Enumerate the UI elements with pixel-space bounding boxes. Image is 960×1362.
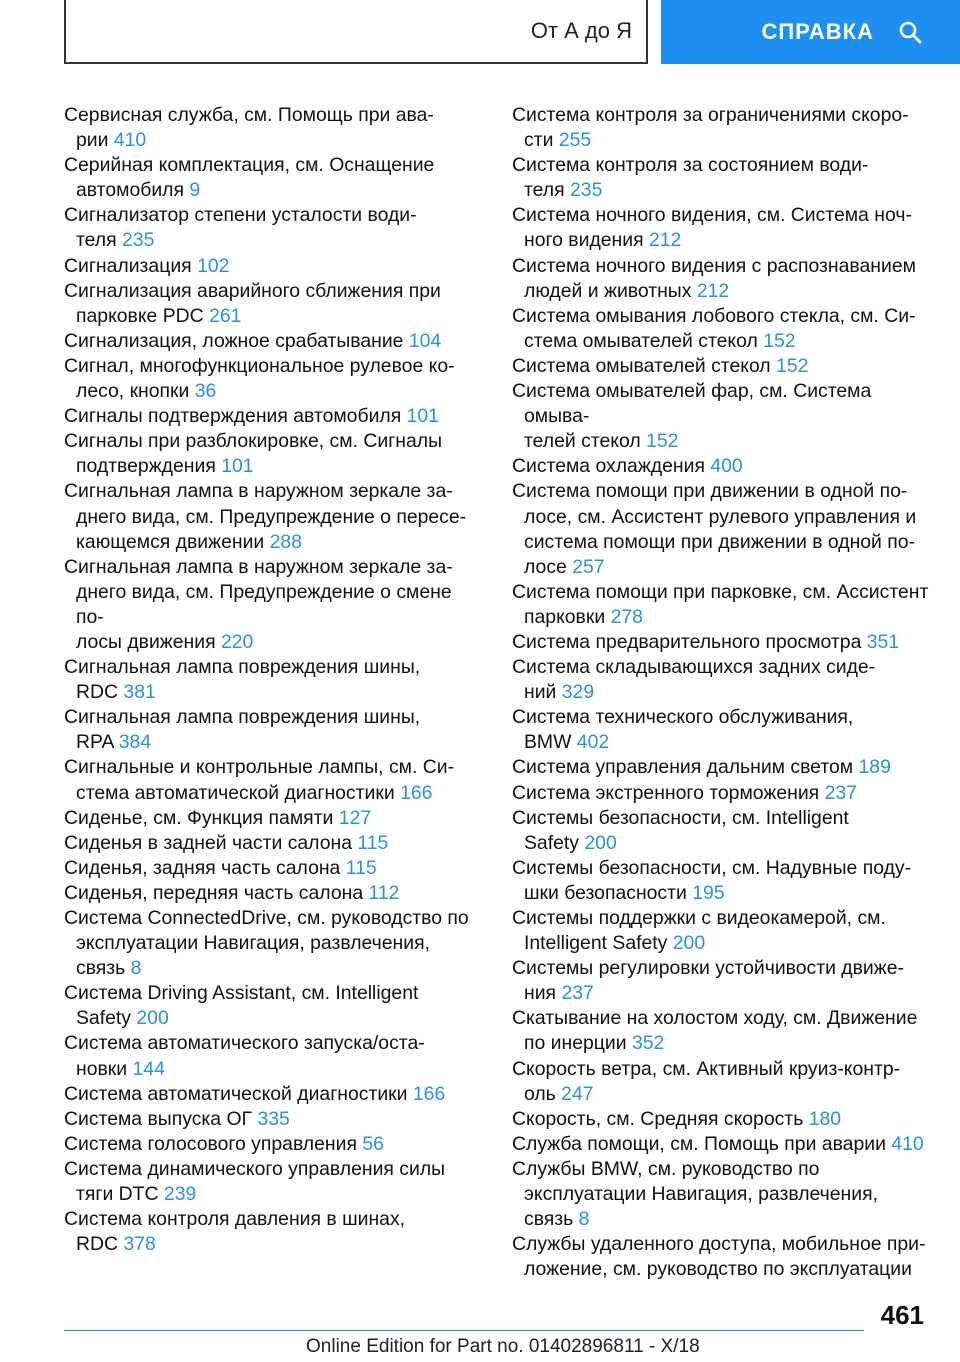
index-entry-text: новки (76, 1057, 128, 1080)
index-entry-text: Сиденья, передняя часть салона (64, 881, 364, 904)
index-entry-text: Сигнализация аварийного сближения при (64, 279, 441, 302)
page-link[interactable]: 261 (209, 304, 242, 327)
page-link[interactable]: 255 (558, 129, 592, 152)
index-entry (512, 1232, 942, 1282)
index-entry (64, 856, 484, 881)
index-entry-text: Сигнальная лампа повреждения шины, (64, 656, 421, 679)
index-entry-text: Система выпуска ОГ (64, 1107, 253, 1130)
index-entry (64, 279, 484, 329)
index-column-right (512, 103, 942, 1282)
page-link[interactable]: 180 (808, 1107, 842, 1130)
index-entry-text: Скорость ветра, см. Активный круиз-контр- (512, 1057, 901, 1080)
page-link[interactable]: 152 (776, 354, 809, 377)
page-link[interactable]: 378 (123, 1233, 156, 1256)
index-entry-text: теля (524, 179, 565, 202)
index-entry-text: лосе, см. Ассистент рулевого управления и (524, 505, 917, 528)
index-entry-text: шки безопасности (524, 881, 687, 904)
page-link[interactable]: 115 (345, 856, 377, 879)
page-link[interactable]: 235 (122, 229, 155, 252)
index-entry-text: Система помощи при движении в одной по- (512, 480, 908, 503)
search-icon[interactable] (898, 20, 922, 44)
index-entry-text: ний (524, 681, 557, 704)
index-entry (512, 254, 942, 304)
page-link[interactable]: 101 (221, 455, 254, 478)
index-entry (512, 354, 942, 379)
index-entry (64, 831, 484, 856)
index-entry (512, 906, 942, 956)
index-entry-text: Система динамического управления силы (64, 1157, 446, 1180)
index-entry-text: Система омывателей фар, см. Система омыва- (512, 380, 872, 428)
page-link[interactable]: 288 (269, 530, 302, 553)
page-link[interactable]: 166 (400, 781, 433, 804)
index-entry-text: Скорость, см. Средняя скорость (512, 1107, 804, 1130)
index-entry-text: Сигналы подтверждения автомобиля (64, 405, 402, 428)
page-link[interactable]: 278 (610, 605, 643, 628)
page-link[interactable]: 9 (189, 179, 201, 202)
index-entry-text: Сиденья в задней части салона (64, 831, 352, 854)
page-link[interactable]: 384 (118, 731, 152, 754)
index-entry (512, 304, 942, 354)
page-link[interactable]: 102 (197, 254, 230, 277)
index-entry-text: Система контроля за состоянием води- (512, 154, 869, 177)
page-link[interactable]: 212 (648, 229, 682, 252)
index-entry (64, 1207, 484, 1257)
index-entry (64, 354, 484, 404)
index-entry-text: Системы безопасности, см. Надувные поду- (512, 856, 912, 879)
page-link[interactable]: 200 (136, 1007, 169, 1030)
index-entry-text: эксплуатации Навигация, развлечения, (524, 1183, 878, 1206)
index-entry (512, 1157, 942, 1232)
index-entry (64, 981, 484, 1031)
page-link[interactable]: 237 (824, 781, 857, 804)
page-link[interactable]: 8 (578, 1208, 590, 1231)
index-entry (512, 479, 942, 579)
index-entry (64, 1157, 484, 1207)
index-entry-text: Службы BMW, см. руководство по (512, 1157, 820, 1180)
index-entry (64, 1132, 484, 1157)
index-entry-text: Системы поддержки с видеокамерой, см. (512, 907, 886, 929)
index-entry (64, 479, 484, 554)
index-entry-text: Safety (76, 1007, 131, 1030)
index-entry-text: Система охлаждения (512, 455, 705, 478)
index-entry-text: Сиденья, задняя часть салона (64, 856, 341, 879)
index-entry (64, 1031, 484, 1081)
index-entry-text: ния (524, 982, 557, 1005)
page-link[interactable]: 200 (672, 932, 706, 955)
index-entry-text: Сиденье, см. Функция памяти (64, 806, 334, 829)
page-link[interactable]: 200 (584, 831, 617, 854)
index-entry (64, 153, 484, 203)
index-entry (64, 906, 484, 981)
index-entry-text: Сигнализация, ложное срабатывание (64, 329, 404, 352)
index-entry-text: Система технического обслуживания, (512, 706, 854, 729)
page-link[interactable]: 235 (570, 179, 603, 202)
page-link[interactable]: 166 (412, 1082, 446, 1105)
page-link[interactable]: 195 (692, 881, 725, 904)
index-entry-text: Сигнальная лампа в наружном зеркале за- (64, 480, 453, 503)
index-entry-text: Сигнальные и контрольные лампы, см. Си- (64, 756, 455, 779)
footer-divider (64, 1330, 864, 1331)
index-entry-text: Сигнал, многофункциональное рулевое ко- (64, 354, 455, 377)
index-entry-text: Системы безопасности, см. Intelligent (512, 806, 849, 829)
index-entry-text: Сигнальная лампа в наружном зеркале за- (64, 555, 453, 578)
index-entry-text: рии (76, 129, 109, 152)
index-entry (512, 1132, 942, 1157)
index-entry-text: Система автоматического запуска/оста- (64, 1032, 425, 1055)
page-link[interactable]: 8 (130, 957, 142, 980)
index-entry (512, 103, 942, 153)
page-link[interactable]: 247 (561, 1082, 594, 1105)
index-entry-text: стема омывателей стекол (524, 329, 758, 352)
index-entry-text: Скатывание на холостом ходу, см. Движение (512, 1007, 918, 1030)
index-entry-text: эксплуатации Навигация, развлечения, (76, 932, 430, 955)
page-link[interactable]: 410 (113, 129, 147, 152)
index-entry-text: автомобиля (76, 179, 184, 202)
page-link[interactable]: 152 (646, 430, 679, 453)
index-entry-text: Система ночного видения, см. Система ноч- (512, 204, 912, 227)
page-link[interactable]: 104 (408, 329, 442, 352)
index-column-left (64, 103, 484, 1257)
index-entry-text: подтверждения (76, 455, 216, 478)
index-entry-text: парковке PDC (76, 304, 204, 327)
index-entry (512, 856, 942, 906)
index-entry-text: Система голосового управления (64, 1132, 357, 1155)
index-entry-text: лосы движения (76, 630, 216, 653)
index-entry-text: оль (524, 1082, 556, 1105)
index-entry-text: RPA (76, 731, 114, 754)
index-entry-text: сти (524, 129, 554, 152)
index-entry (64, 1107, 484, 1132)
index-entry (512, 630, 942, 655)
page-link[interactable]: 351 (866, 630, 900, 653)
index-entry-text: Система управления дальним светом (512, 756, 854, 779)
index-entry (64, 806, 484, 831)
index-entry-text: лосе (524, 555, 567, 578)
index-entry-text: Системы регулировки устойчивости движе- (512, 957, 904, 980)
index-entry-text: Система экстренного торможения (512, 781, 820, 804)
page-link[interactable]: 329 (561, 681, 595, 704)
index-entry-text: теля (76, 229, 117, 252)
index-entry-text: кающемся движении (76, 530, 265, 553)
index-entry-text: Система автоматической диагностики (64, 1082, 408, 1105)
index-entry-text: RDC (76, 681, 119, 704)
index-entry-text: тяги DTC (76, 1183, 159, 1206)
index-entry-text: Сигнальная лампа повреждения шины, (64, 706, 421, 729)
index-entry (64, 103, 484, 153)
index-entry-text: днего вида, см. Предупреждение о смене по- (76, 580, 452, 628)
index-entry (64, 254, 484, 279)
index-entry-text: связь (524, 1208, 574, 1231)
index-entry-text: Система помощи при парковке, см. Ассистент (512, 580, 929, 603)
index-entry (512, 454, 942, 479)
index-entry (512, 705, 942, 755)
page-link[interactable]: 381 (123, 681, 156, 704)
page-link[interactable]: 335 (257, 1107, 290, 1130)
index-entry-text: Сигнализатор степени усталости води- (64, 204, 417, 227)
page-link[interactable]: 189 (858, 756, 891, 779)
index-entry (64, 755, 484, 805)
index-entry (512, 580, 942, 630)
tab-help-label: СПРАВКА (761, 19, 874, 44)
page-link[interactable]: 152 (763, 329, 796, 352)
index-entry (512, 203, 942, 253)
index-entry (512, 379, 942, 454)
index-entry (64, 1082, 484, 1107)
index-entry-text: Система контроля за ограничениями скоро- (512, 104, 909, 126)
page-number: 461 (880, 1300, 924, 1330)
index-entry-text: связь (76, 957, 126, 980)
tab-a-to-z-label: От А до Я (530, 18, 632, 43)
index-entry-text: парковки (524, 605, 606, 628)
page-link[interactable]: 237 (561, 982, 594, 1005)
index-entry (512, 1107, 942, 1132)
index-entry-text: лесо, кнопки (76, 380, 190, 403)
index-entry-text: Система омывателей стекол (512, 354, 771, 377)
header (0, 0, 960, 66)
index-entry (512, 806, 942, 856)
index-entry (512, 1006, 942, 1056)
index-entry-text: Сигнализация (64, 254, 192, 277)
index-entry-text: Safety (524, 831, 579, 854)
index-entry-text: RDC (76, 1233, 119, 1256)
index-entry (512, 956, 942, 1006)
index-entry-text: Система Driving Assistant, см. Intelligent (64, 982, 419, 1005)
index-entry-text: Система ConnectedDrive, см. руководство по (64, 907, 469, 929)
index-entry-text: днего вида, см. Предупреждение о пересе- (76, 505, 467, 528)
page-link[interactable]: 402 (576, 731, 610, 754)
index-entry-text: Intelligent Safety (524, 932, 668, 955)
page-link[interactable]: 410 (891, 1132, 924, 1155)
index-entry (64, 429, 484, 479)
index-entry (64, 329, 484, 354)
page-link[interactable]: 36 (194, 380, 217, 403)
tab-a-to-z[interactable] (64, 0, 648, 64)
index-entry-text: стема автоматической диагностики (76, 781, 395, 804)
page-link[interactable]: 144 (132, 1057, 165, 1080)
index-entry-text: Система предварительного просмотра (512, 630, 862, 653)
index-entry-text: Система складывающихся задних сиде- (512, 656, 876, 679)
index-entry (512, 755, 942, 780)
page-link[interactable]: 112 (368, 881, 400, 904)
page-link[interactable]: 352 (631, 1032, 665, 1055)
index-entry-text: по инерции (524, 1032, 627, 1055)
page-link[interactable]: 56 (362, 1132, 384, 1155)
index-entry-text: Серийная комплектация, см. Оснащение (64, 154, 435, 177)
index-entry (512, 1057, 942, 1107)
page-link[interactable]: 400 (710, 455, 743, 478)
index-entry (512, 655, 942, 705)
index-entry-text: Сигналы при разблокировке, см. Сигналы (64, 430, 443, 453)
page-link[interactable]: 212 (696, 279, 730, 302)
index-entry (64, 404, 484, 429)
index-entry (64, 881, 484, 906)
index-entry (64, 555, 484, 655)
tab-help[interactable] (661, 0, 960, 64)
index-entry-text: телей стекол (524, 430, 641, 453)
page-link[interactable]: 115 (357, 831, 389, 854)
index-entry-text: ложение, см. руководство по эксплуатации (524, 1258, 912, 1281)
index-entry-text: BMW (524, 731, 572, 754)
index-entry-text: ного видения (524, 229, 644, 252)
page-link[interactable]: 239 (163, 1183, 197, 1206)
index-entry (64, 705, 484, 755)
page-link[interactable]: 101 (406, 405, 439, 428)
index-entry-text: людей и животных (524, 279, 692, 302)
page-link[interactable]: 257 (572, 555, 605, 578)
footer-edition: Online Edition for Part no. 01402896811 - X/18 (306, 1336, 700, 1357)
index-entry-text: Система контроля давления в шинах, (64, 1208, 406, 1231)
index-entry-text: Служба помощи, см. Помощь при аварии (512, 1132, 886, 1155)
index-entry-text: Сервисная служба, см. Помощь при ава- (64, 104, 434, 126)
page-link[interactable]: 220 (220, 630, 254, 653)
index-entry-text: Система омывания лобового стекла, см. Си- (512, 304, 916, 327)
index-entry-text: система помощи при движении в одной по- (524, 530, 916, 553)
index-entry (512, 781, 942, 806)
index-entry-text: Система ночного видения с распознаванием (512, 254, 916, 277)
page-link[interactable]: 127 (338, 806, 372, 829)
index-entry (64, 655, 484, 705)
index-entry (512, 153, 942, 203)
index-entry-text: Службы удаленного доступа, мобильное при- (512, 1233, 926, 1256)
index-entry (64, 203, 484, 253)
